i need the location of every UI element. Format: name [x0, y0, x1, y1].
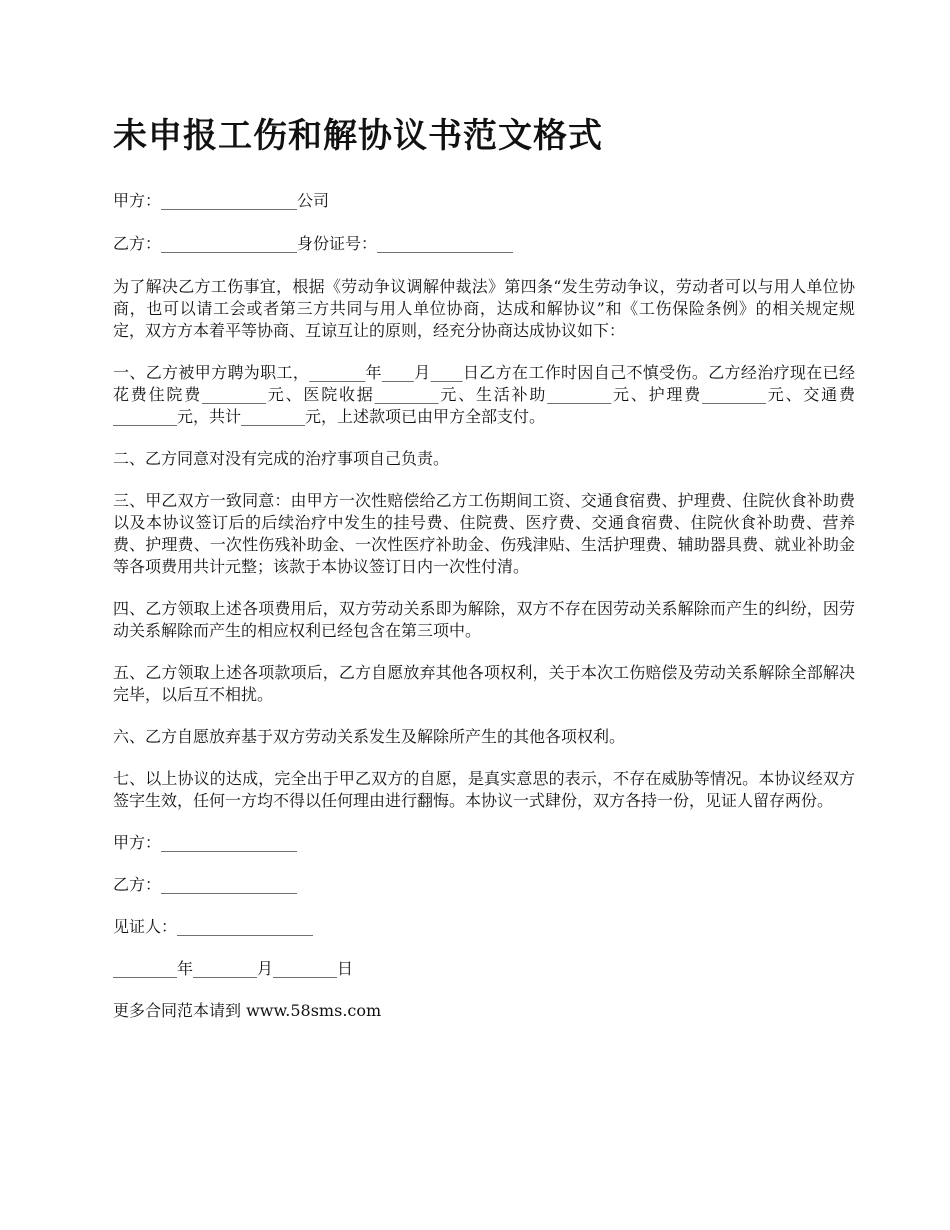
- signature-party-a: 甲方：_________________: [113, 833, 298, 852]
- clause-7: 七、以上协议的达成，完全出于甲乙双方的自愿，是真实意思的表示，不存在威胁等情况。本协议经双方签字生效，任何一方均不得以任何理由进行翻悔。本协议一式肆份，双方各持一份，见证人留存两份。: [113, 769, 855, 810]
- signature-party-b: 乙方：_________________: [113, 875, 298, 894]
- document-title: 未申报工伤和解协议书范文格式: [113, 116, 603, 156]
- clause-4: 四、乙方领取上述各项费用后，双方劳动关系即为解除，双方不存在因劳动关系解除而产生的纠纷，因劳动关系解除而产生的相应权利已经包含在第三项中。: [113, 599, 855, 640]
- footer-link-text: 更多合同范本请到 www.58sms.com: [113, 1001, 382, 1020]
- signature-witness: 见证人：_________________: [113, 917, 314, 936]
- clause-1: 一、乙方被甲方聘为职工，_______年____月____日乙方在工作时因自己不慎受伤。乙方经治疗现在已经花费住院费________元、医院收据________元、生活补助________元、护理费________元、交通费________元，共计________元，上述款项已由甲方全部支付。: [113, 363, 855, 426]
- clause-3: 三、甲乙双方一致同意：由甲方一次性赔偿给乙方工伤期间工资、交通食宿费、护理费、住院伙食补助费以及本协议签订后的后续治疗中发生的挂号费、住院费、医疗费、交通食宿费、住院伙食补助费、营养费、护理费、一次性伤残补助金、一次性医疗补助金、伤残津贴、生活护理费、辅助器具费、就业补助金等各项费用共计元整；该款于本协议签订日内一次性付清。: [113, 491, 855, 576]
- clause-6: 六、乙方自愿放弃基于双方劳动关系发生及解除所产生的其他各项权利。: [113, 727, 626, 746]
- clause-5: 五、乙方领取上述各项款项后，乙方自愿放弃其他各项权利，关于本次工伤赔偿及劳动关系解除全部解决完毕，以后互不相扰。: [113, 663, 855, 704]
- clause-2: 二、乙方同意对没有完成的治疗事项自己负责。: [113, 449, 450, 468]
- party-b-field: 乙方：_________________身份证号：_________________: [113, 234, 514, 253]
- party-a-field: 甲方：_________________公司: [113, 191, 330, 210]
- date-line: ________年________月________日: [113, 959, 354, 978]
- intro-paragraph: 为了解决乙方工伤事宜，根据《劳动争议调解仲裁法》第四条“发生劳动争议，劳动者可以与用人单位协商，也可以请工会或者第三方共同与用人单位协商，达成和解协议”和《工伤保险条例》的相关规定规定，双方方本着平等协商、互谅互让的原则，经充分协商达成协议如下：: [113, 277, 855, 340]
